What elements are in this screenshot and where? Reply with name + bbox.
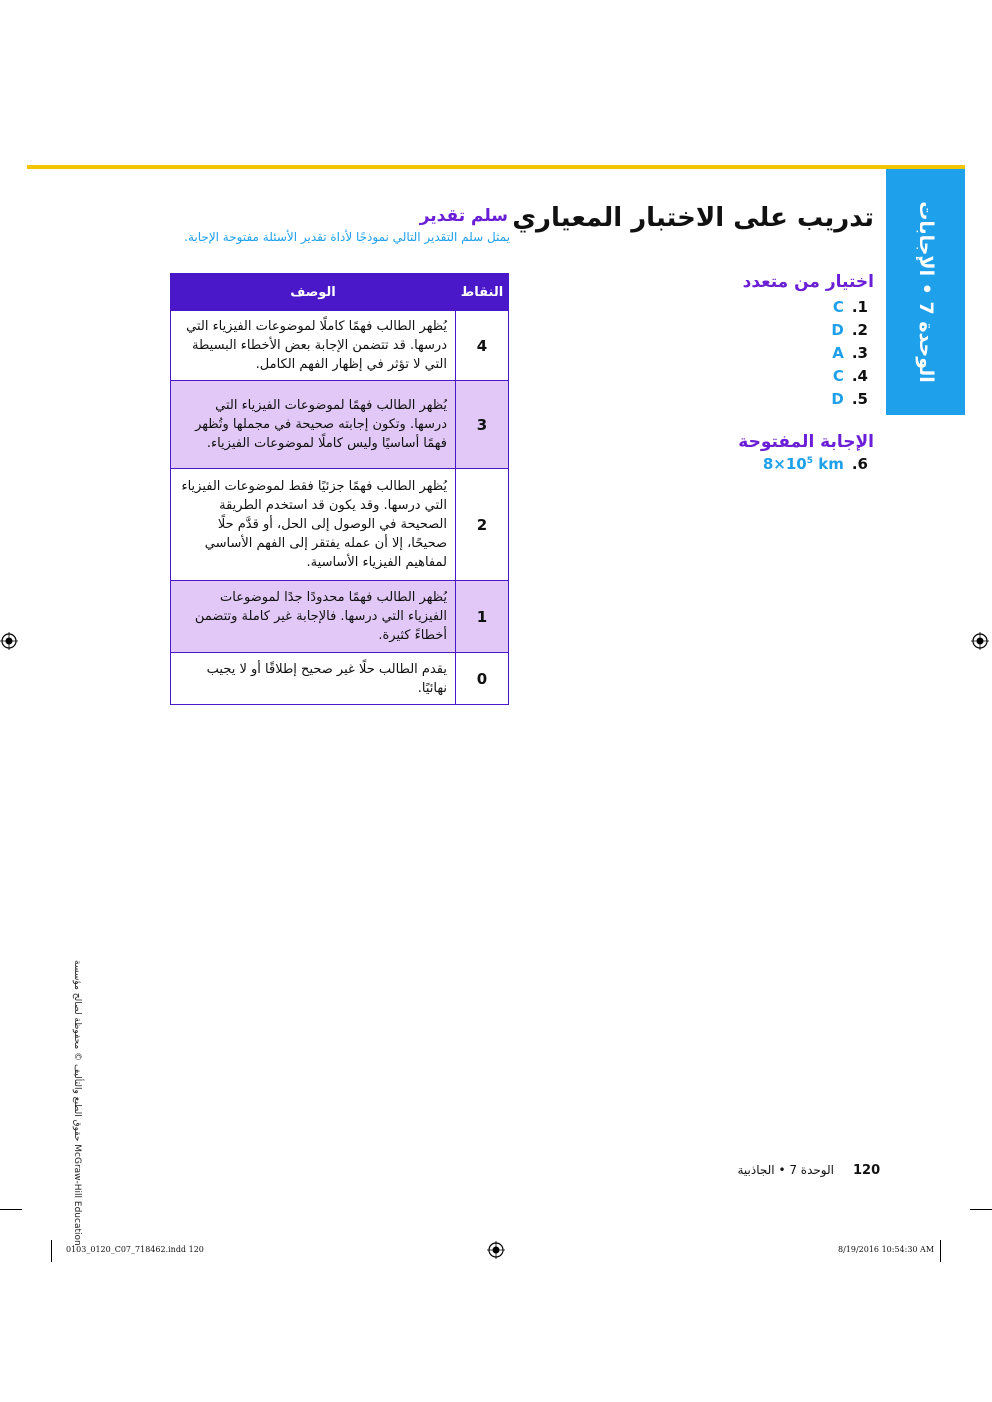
description-cell: يُظهر الطالب فهمًا لموضوعات الفيزياء التي درسها. وتكون إجابته صحيحة في مجملها وتُظهر فهمًا أساسيًا وليس كاملًا لموضوعات الفيزياء. bbox=[171, 381, 456, 469]
rubric-description: يمثل سلم التقدير التالي نموذجًا لأداة تقدير الأسئلة مفتوحة الإجابة. bbox=[184, 230, 510, 244]
list-item bbox=[728, 365, 868, 388]
side-tab-label: الوحدة 7 • الإجابات bbox=[914, 201, 937, 383]
copyright-text: حقوق الطبع والتأليف © محفوظة لصالح مؤسسة McGraw-Hill Education bbox=[72, 960, 82, 1246]
description-cell: يُظهر الطالب فهمًا محدودًا جدًا لموضوعات الفيزياء التي درسها. فالإجابة غير كاملة وتتضمن أخطاءً كثيرة. bbox=[171, 581, 456, 653]
points-cell: 4 bbox=[456, 311, 509, 381]
table-row bbox=[171, 381, 509, 469]
list-item bbox=[728, 342, 868, 365]
slug-timestamp: 8/19/2016 10:54:30 AM bbox=[838, 1245, 935, 1254]
answer-number: .2 bbox=[851, 321, 868, 339]
answer-number: .1 bbox=[851, 298, 868, 316]
crop-mark bbox=[51, 1240, 52, 1262]
answer-value: C bbox=[832, 367, 844, 385]
multiple-choice-list bbox=[728, 296, 868, 411]
slug-filename: 0103_0120_C07_718462.indd 120 bbox=[66, 1245, 204, 1254]
column-header-description: الوصف bbox=[171, 274, 456, 311]
page-number: 120 bbox=[853, 1163, 881, 1178]
table-row bbox=[171, 469, 509, 581]
crop-mark bbox=[940, 1240, 941, 1262]
points-cell: 2 bbox=[456, 469, 509, 581]
open-answer-unit: km bbox=[818, 455, 844, 473]
list-item bbox=[728, 319, 868, 342]
side-tab bbox=[886, 169, 965, 415]
open-answer-item bbox=[763, 455, 868, 473]
table-row bbox=[171, 581, 509, 653]
open-answer-base: 8×10 bbox=[762, 455, 807, 473]
points-cell: 3 bbox=[456, 381, 509, 469]
page-title: تدريب على الاختبار المعياري bbox=[512, 203, 874, 233]
crop-mark bbox=[0, 1209, 22, 1210]
answer-number: .4 bbox=[851, 367, 868, 385]
rubric-heading: سلم تقدير bbox=[419, 206, 508, 226]
description-cell: يُظهر الطالب فهمًا جزئيًا فقط لموضوعات الفيزياء التي درسها. وقد يكون قد استخدم الطريقة الصحيحة في الوصول إلى الحل، أو قدَّم حلًا صحيحًا، إلا أن عمله يفتقر إلى الفهم الأساسي لمفاهيم الفيزياء الأساسية. bbox=[171, 469, 456, 581]
description-cell: يقدم الطالب حلًا غير صحيح إطلاقًا أو لا يجيب نهائيًا. bbox=[171, 653, 456, 705]
list-item bbox=[728, 388, 868, 411]
registration-mark-icon bbox=[487, 1241, 505, 1259]
table-row bbox=[171, 653, 509, 705]
open-answer-exponent: 5 bbox=[806, 456, 814, 466]
description-cell: يُظهر الطالب فهمًا كاملًا لموضوعات الفيزياء التي درسها. قد تتضمن الإجابة بعض الأخطاء البسيطة التي لا تؤثر في إظهار الفهم الكامل. bbox=[171, 311, 456, 381]
points-cell: 0 bbox=[456, 653, 509, 705]
footer-unit-label: الوحدة 7 • الجاذبية bbox=[737, 1163, 834, 1177]
registration-mark-icon bbox=[971, 632, 989, 650]
registration-mark-icon bbox=[0, 632, 18, 650]
list-item bbox=[728, 296, 868, 319]
answer-value: C bbox=[832, 298, 844, 316]
multiple-choice-heading: اختيار من متعدد bbox=[742, 272, 874, 292]
answer-number: .3 bbox=[851, 344, 868, 362]
answer-value: A bbox=[832, 344, 844, 362]
answer-number: .6 bbox=[851, 455, 868, 473]
open-answer-heading: الإجابة المفتوحة bbox=[738, 432, 874, 452]
table-row bbox=[171, 311, 509, 381]
points-cell: 1 bbox=[456, 581, 509, 653]
answer-value: D bbox=[831, 390, 844, 408]
top-rule bbox=[27, 165, 965, 169]
rubric-table bbox=[170, 273, 509, 705]
table-header-row bbox=[171, 274, 509, 311]
open-answer-value bbox=[763, 455, 844, 473]
column-header-points: النقاط bbox=[456, 274, 509, 311]
answer-value: D bbox=[831, 321, 844, 339]
crop-mark bbox=[970, 1209, 992, 1210]
answer-number: .5 bbox=[851, 390, 868, 408]
